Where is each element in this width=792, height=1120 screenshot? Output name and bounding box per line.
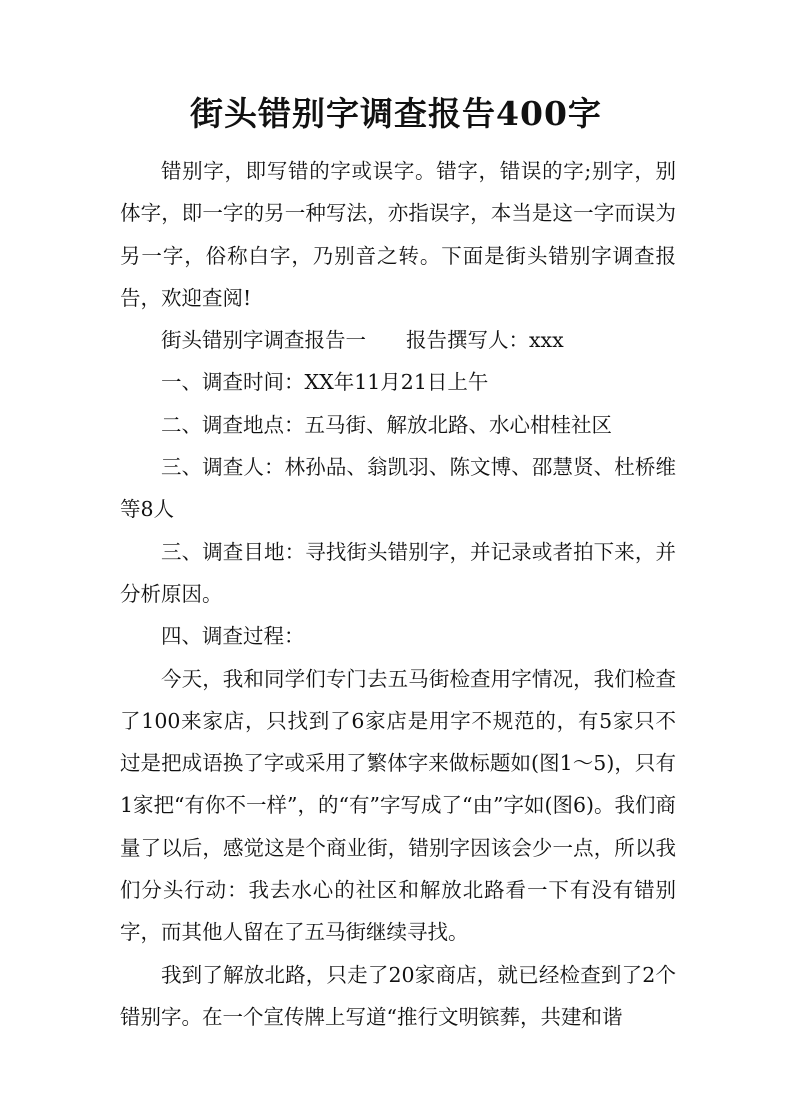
process-north-road-paragraph: 我到了解放北路，只走了20家商店，就已经检查到了2个错别字。在一个宣传牌上写道“推行文明镔葬，共建和谐	[120, 962, 676, 1029]
survey-purpose-paragraph: 三、调查目地：寻找街头错别字，并记录或者拍下来，并分析原因。	[120, 539, 676, 606]
report-author: 报告撰写人：xxx	[406, 328, 564, 353]
intro-paragraph: 错别字，即写错的字或误字。错字，错误的字;别字，别体字，即一字的另一种写法，亦指误字，本当是这一字而误为另一字，俗称白字，乃别音之转。下面是街头错别字调查报告，欢迎查阅!	[120, 159, 676, 310]
document-title: 街头错别字调查报告400字	[190, 94, 602, 133]
survey-process-heading: 四、调查过程：	[161, 624, 305, 649]
survey-time-paragraph: 一、调查时间：XX年11月21日上午	[161, 370, 489, 395]
survey-place-paragraph: 二、调查地点：五马街、解放北路、水心柑桂社区	[161, 412, 612, 437]
survey-people-paragraph: 三、调查人：林孙品、翁凯羽、陈文博、邵慧贤、杜桥维等8人	[120, 455, 676, 522]
report-heading-line	[120, 319, 676, 361]
document-body	[120, 150, 676, 1038]
report-heading: 街头错别字调查报告一	[161, 328, 366, 353]
process-today-paragraph: 今天，我和同学们专门去五马街检查用字情况，我们检查了100来家店，只找到了6家店是用字不规范的，有5家只不过是把成语换了字或采用了繁体字来做标题如(图1～5)，只有1家把“有你不一样”，的“有”字写成了“由”字如(图6)。我们商量了以后，感觉这是个商业街，错别字因该会少一点，所以我们分头行动：我去水心的社区和解放北路看一下有没有错别字，而其他人留在了五马街继续寻找。	[120, 666, 676, 945]
